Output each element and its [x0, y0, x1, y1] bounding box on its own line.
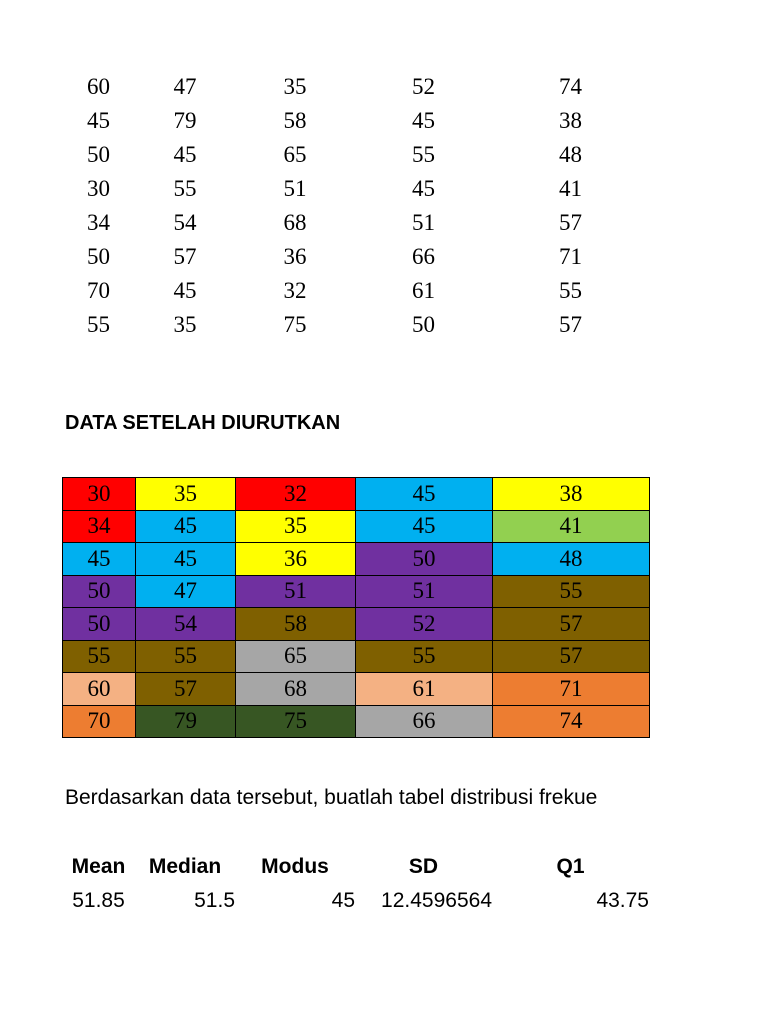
raw-data-cell: 70	[87, 278, 110, 303]
raw-data-cell: 51	[283, 176, 307, 201]
raw-data-cell: 68	[283, 210, 307, 235]
raw-data-cell: 74	[559, 74, 582, 99]
stat-value-modus: 45	[331, 889, 355, 912]
statistics-table	[62, 850, 649, 918]
sorted-data-cell: 60	[63, 673, 136, 706]
sorted-data-cell: 57	[493, 640, 650, 673]
raw-data-row	[62, 104, 649, 138]
raw-data-cell: 66	[412, 244, 435, 269]
raw-data-cell: 65	[283, 142, 307, 167]
sorted-data-cell: 74	[493, 705, 650, 738]
sorted-data-body	[63, 478, 650, 738]
raw-data-row	[62, 206, 649, 240]
raw-data-cell: 55	[412, 142, 435, 167]
raw-data-cell: 45	[173, 278, 197, 303]
raw-data-cell: 79	[173, 108, 197, 133]
stat-value-q1: 43.75	[596, 889, 649, 912]
sorted-data-cell: 54	[136, 608, 236, 641]
sorted-data-heading: DATA SETELAH DIURUTKAN	[65, 412, 341, 434]
sorted-data-cell: 58	[236, 608, 356, 641]
statistics-header-row	[62, 850, 649, 884]
raw-data-cell: 30	[87, 176, 110, 201]
sorted-data-row	[63, 673, 650, 706]
sorted-data-cell: 75	[236, 705, 356, 738]
raw-data-cell: 47	[173, 74, 197, 99]
sorted-data-cell: 45	[136, 543, 236, 576]
sorted-data-cell: 32	[236, 478, 356, 511]
raw-data-table	[62, 70, 649, 342]
sorted-data-cell: 47	[136, 575, 236, 608]
sorted-data-row	[63, 543, 650, 576]
statistics-value-row	[62, 884, 649, 918]
sorted-data-cell: 45	[63, 543, 136, 576]
sorted-data-cell: 79	[136, 705, 236, 738]
raw-data-cell: 50	[87, 142, 110, 167]
sorted-data-cell: 30	[63, 478, 136, 511]
sorted-data-cell: 50	[63, 575, 136, 608]
raw-data-cell: 52	[412, 74, 435, 99]
sorted-data-cell: 35	[136, 478, 236, 511]
sorted-data-cell: 34	[63, 510, 136, 543]
sorted-data-row	[63, 608, 650, 641]
raw-data-cell: 55	[173, 176, 197, 201]
raw-data-row	[62, 274, 649, 308]
raw-data-cell: 35	[173, 312, 197, 337]
sorted-data-cell: 55	[63, 640, 136, 673]
stat-value-mean: 51.85	[72, 889, 125, 912]
stat-value-median: 51.5	[194, 889, 235, 912]
sorted-data-cell: 65	[236, 640, 356, 673]
stat-header-q1: Q1	[556, 855, 585, 878]
raw-data-cell: 38	[559, 108, 582, 133]
raw-data-cell: 45	[87, 108, 110, 133]
sorted-data-cell: 41	[493, 510, 650, 543]
raw-data-cell: 36	[283, 244, 307, 269]
raw-data-cell: 58	[283, 108, 307, 133]
stat-header-mean: Mean	[71, 855, 126, 878]
sorted-data-cell: 57	[493, 608, 650, 641]
sorted-data-table	[62, 477, 650, 738]
sorted-data-cell: 38	[493, 478, 650, 511]
raw-data-row	[62, 172, 649, 206]
sorted-data-cell: 55	[136, 640, 236, 673]
raw-data-cell: 75	[283, 312, 307, 337]
raw-data-cell: 34	[87, 210, 110, 235]
raw-data-cell: 32	[283, 278, 307, 303]
sorted-data-cell: 66	[356, 705, 493, 738]
raw-data-cell: 50	[412, 312, 435, 337]
raw-data-cell: 57	[559, 312, 582, 337]
sorted-data-cell: 50	[356, 543, 493, 576]
raw-data-cell: 57	[559, 210, 582, 235]
raw-data-row	[62, 308, 649, 342]
sorted-data-cell: 36	[236, 543, 356, 576]
raw-data-cell: 55	[559, 278, 582, 303]
sorted-data-cell: 68	[236, 673, 356, 706]
sorted-data-row	[63, 575, 650, 608]
raw-data-cell: 48	[559, 142, 582, 167]
sorted-data-cell: 51	[236, 575, 356, 608]
sorted-data-row	[63, 640, 650, 673]
raw-data-row	[62, 70, 649, 104]
sorted-data-cell: 48	[493, 543, 650, 576]
sorted-data-cell: 45	[356, 510, 493, 543]
stat-header-median: Median	[148, 855, 222, 878]
raw-data-cell: 61	[412, 278, 435, 303]
sorted-data-cell: 50	[63, 608, 136, 641]
raw-data-cell: 45	[173, 142, 197, 167]
sorted-data-cell: 61	[356, 673, 493, 706]
sorted-data-cell: 55	[356, 640, 493, 673]
sorted-data-cell: 52	[356, 608, 493, 641]
raw-data-cell: 71	[559, 244, 582, 269]
raw-data-cell: 51	[412, 210, 435, 235]
raw-data-cell: 35	[283, 74, 307, 99]
sorted-data-row	[63, 510, 650, 543]
raw-data-cell: 41	[559, 176, 582, 201]
raw-data-cell: 54	[173, 210, 197, 235]
stat-header-modus: Modus	[261, 855, 329, 878]
raw-data-cell: 45	[412, 176, 435, 201]
raw-data-cell: 45	[412, 108, 435, 133]
raw-data-cell: 50	[87, 244, 110, 269]
raw-data-row	[62, 138, 649, 172]
sorted-data-cell: 45	[356, 478, 493, 511]
sorted-data-row	[63, 705, 650, 738]
stat-header-sd: SD	[408, 855, 439, 878]
raw-data-row	[62, 240, 649, 274]
sorted-data-cell: 45	[136, 510, 236, 543]
instruction-text: Berdasarkan data tersebut, buatlah tabel distribusi frekue	[65, 786, 598, 809]
raw-data-body	[62, 70, 649, 342]
stat-value-sd: 12.4596564	[381, 889, 492, 912]
sorted-data-row	[63, 478, 650, 511]
sorted-data-cell: 70	[63, 705, 136, 738]
sorted-data-cell: 35	[236, 510, 356, 543]
sorted-data-cell: 51	[356, 575, 493, 608]
sorted-data-cell: 57	[136, 673, 236, 706]
raw-data-cell: 55	[87, 312, 110, 337]
sorted-data-cell: 71	[493, 673, 650, 706]
raw-data-cell: 60	[87, 74, 110, 99]
raw-data-cell: 57	[173, 244, 197, 269]
sorted-data-cell: 55	[493, 575, 650, 608]
